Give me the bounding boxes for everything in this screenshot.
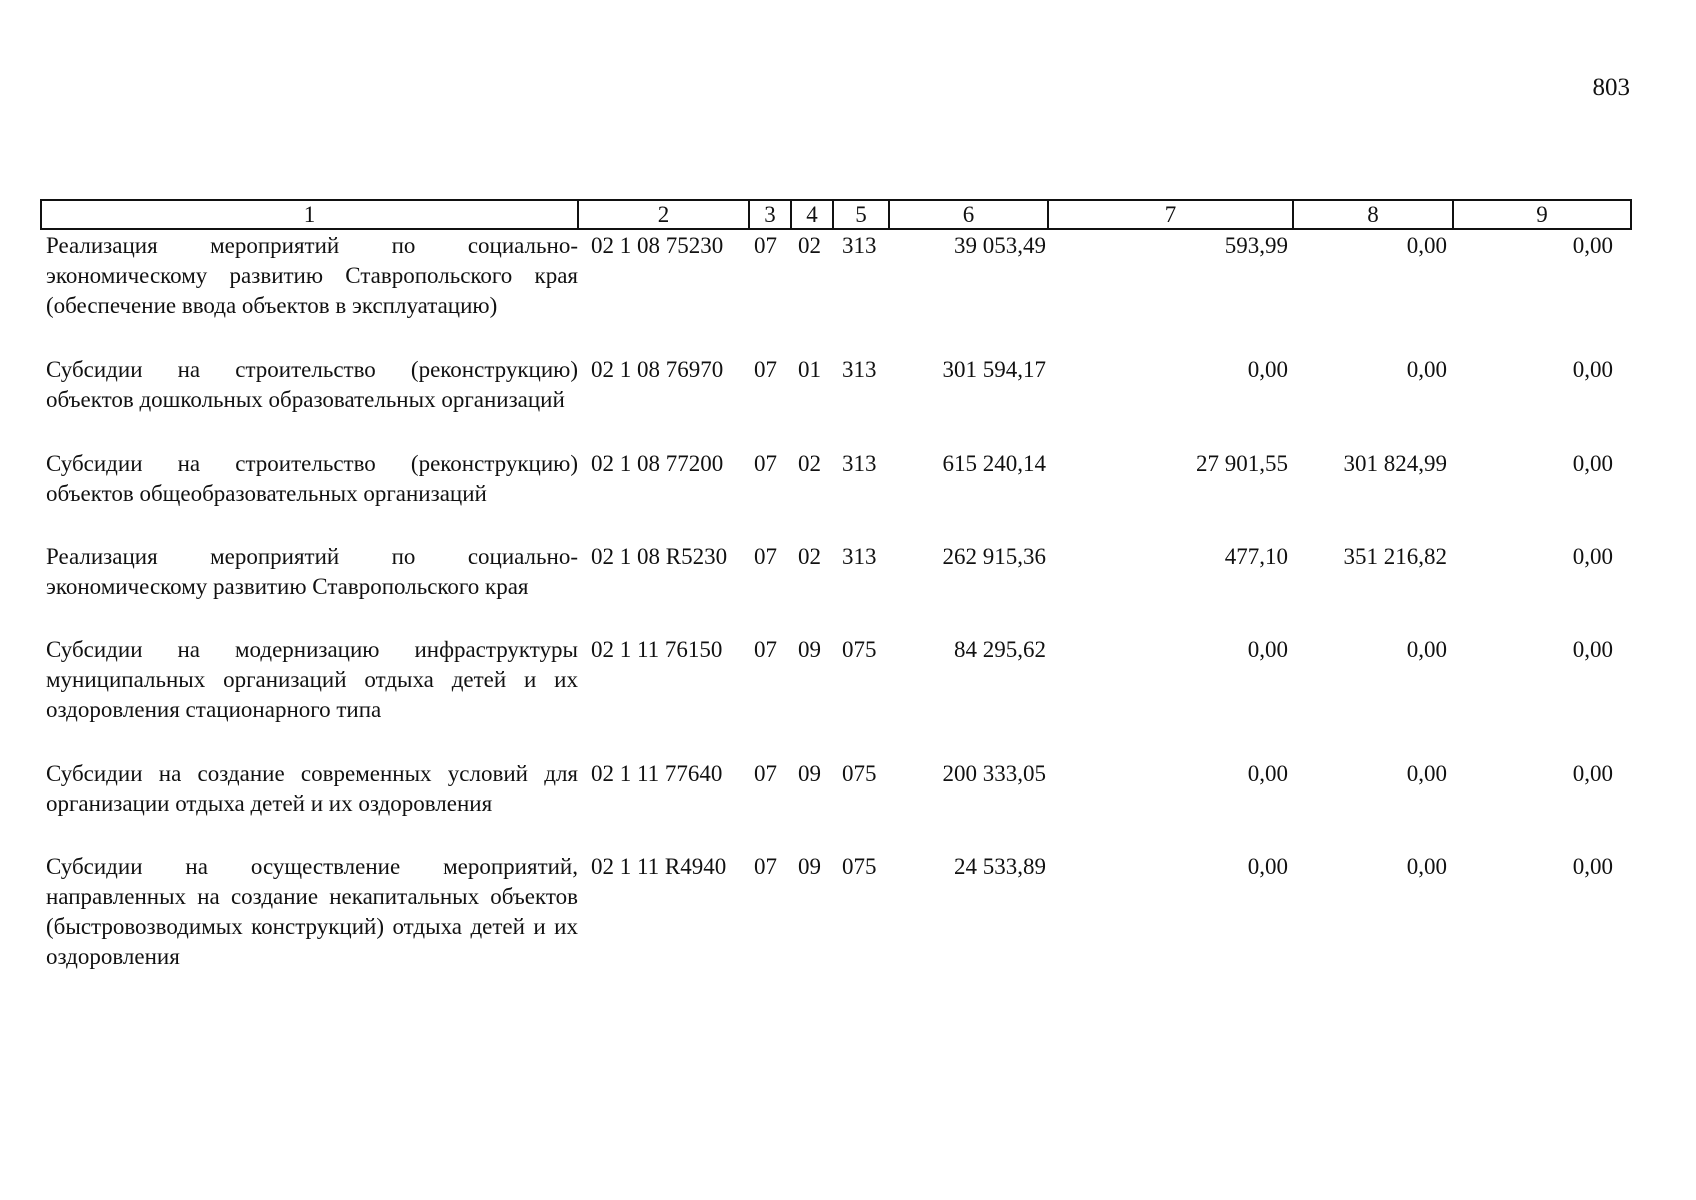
column-header-4: 4 (791, 200, 833, 229)
row-col-9: 0,00 (1572, 233, 1613, 258)
row-description: Субсидии на модернизацию инфраструктуры муниципальных организаций отдыха детей и их оздоровления стационарного типа (46, 637, 578, 722)
row-col-6: 200 333,05 (942, 761, 1046, 786)
row-col-8: 0,00 (1406, 357, 1447, 382)
row-col-5: 313 (842, 544, 877, 569)
row-code: 02 1 11 R4940 (591, 854, 727, 879)
row-col-7: 477,10 (1224, 544, 1288, 569)
column-header-5: 5 (833, 200, 889, 229)
column-header-table (40, 199, 1632, 230)
row-col-5: 075 (842, 761, 877, 786)
row-col-5: 313 (842, 451, 877, 476)
row-description: Реализация мероприятий по социально-экономическому развитию Ставропольского края (обеспечение ввода объектов в эксплуатацию) (46, 233, 578, 318)
row-description: Реализация мероприятий по социально-экономическому развитию Ставропольского края (46, 544, 578, 599)
row-description: Субсидии на строительство (реконструкцию) объектов дошкольных образовательных организаций (46, 357, 578, 412)
row-col-8: 301 824,99 (1343, 451, 1447, 476)
row-code: 02 1 08 R5230 (591, 544, 728, 569)
row-col-7: 0,00 (1247, 357, 1288, 382)
column-header-row (41, 200, 1631, 229)
row-col-6: 615 240,14 (942, 451, 1046, 476)
column-header-2: 2 (578, 200, 749, 229)
row-col-8: 0,00 (1406, 637, 1447, 662)
row-col-8: 0,00 (1406, 233, 1447, 258)
row-col-3: 07 (754, 637, 777, 662)
table-row (40, 759, 1630, 819)
row-code: 02 1 08 75230 (591, 233, 724, 258)
row-col-9: 0,00 (1572, 637, 1613, 662)
row-col-4: 01 (798, 357, 821, 382)
row-col-6: 39 053,49 (954, 233, 1046, 258)
row-col-9: 0,00 (1572, 544, 1613, 569)
row-col-9: 0,00 (1572, 357, 1613, 382)
row-col-4: 09 (798, 761, 821, 786)
column-header-3: 3 (749, 200, 791, 229)
table-row (40, 355, 1630, 445)
column-header-6: 6 (889, 200, 1048, 229)
row-col-3: 07 (754, 357, 777, 382)
row-code: 02 1 11 76150 (591, 637, 723, 662)
row-col-8: 0,00 (1406, 854, 1447, 879)
row-description: Субсидии на строительство (реконструкцию) объектов общеобразовательных организаций (46, 451, 578, 506)
row-col-3: 07 (754, 233, 777, 258)
row-col-9: 0,00 (1572, 761, 1613, 786)
row-col-3: 07 (754, 451, 777, 476)
page-number: 803 (1592, 74, 1630, 101)
table-row (40, 231, 1630, 321)
row-col-5: 075 (842, 854, 877, 879)
row-col-7: 593,99 (1224, 233, 1288, 258)
table-row (40, 635, 1630, 725)
row-col-3: 07 (754, 854, 777, 879)
row-col-5: 313 (842, 233, 877, 258)
row-col-7: 0,00 (1247, 854, 1288, 879)
row-code: 02 1 08 76970 (591, 357, 724, 382)
row-col-3: 07 (754, 761, 777, 786)
row-col-6: 84 295,62 (954, 637, 1046, 662)
table-row (40, 542, 1630, 602)
row-code: 02 1 08 77200 (591, 451, 724, 476)
row-col-4: 02 (798, 233, 821, 258)
row-code: 02 1 11 77640 (591, 761, 723, 786)
table-row (40, 449, 1630, 509)
row-col-8: 351 216,82 (1343, 544, 1447, 569)
row-col-4: 09 (798, 637, 821, 662)
row-col-4: 02 (798, 451, 821, 476)
row-col-6: 301 594,17 (942, 357, 1046, 382)
row-description: Субсидии на осуществление мероприятий, направленных на создание некапитальных объектов (быстровозводимых конструкций) отдыха детей и их оздоровления (46, 854, 578, 969)
row-col-6: 24 533,89 (954, 854, 1046, 879)
row-col-7: 0,00 (1247, 761, 1288, 786)
row-description: Субсидии на создание современных условий для организации отдыха детей и их оздоровления (46, 761, 578, 816)
row-col-5: 313 (842, 357, 877, 382)
row-col-3: 07 (754, 544, 777, 569)
row-col-5: 075 (842, 637, 877, 662)
row-col-7: 27 901,55 (1196, 451, 1288, 476)
row-col-8: 0,00 (1406, 761, 1447, 786)
table-row (40, 852, 1630, 972)
row-col-9: 0,00 (1572, 451, 1613, 476)
row-col-4: 09 (798, 854, 821, 879)
row-col-6: 262 915,36 (942, 544, 1046, 569)
row-col-7: 0,00 (1247, 637, 1288, 662)
column-header-8: 8 (1293, 200, 1453, 229)
column-header-9: 9 (1453, 200, 1631, 229)
row-col-9: 0,00 (1572, 854, 1613, 879)
column-header-7: 7 (1048, 200, 1293, 229)
column-header-1: 1 (41, 200, 578, 229)
row-col-4: 02 (798, 544, 821, 569)
